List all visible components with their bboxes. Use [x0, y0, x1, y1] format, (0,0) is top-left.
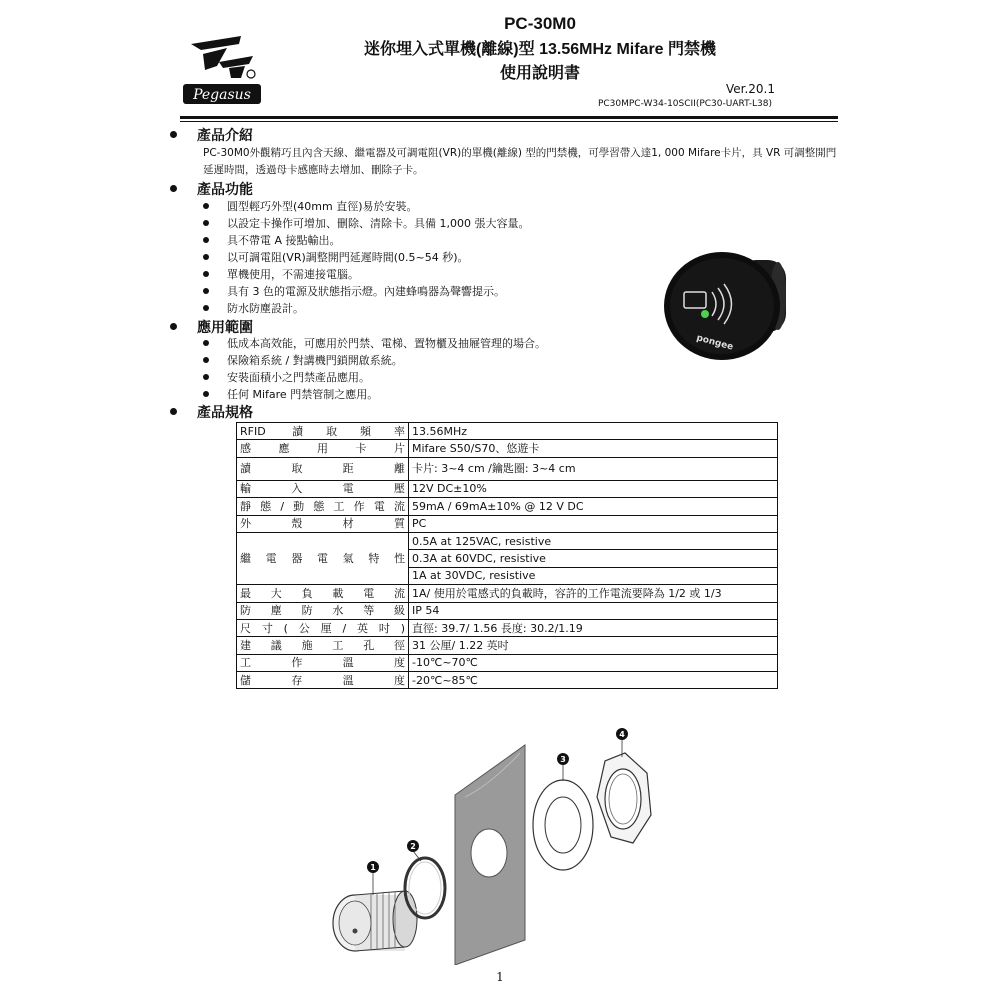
table-row: 儲存溫度 -20℃~85℃ [237, 672, 778, 689]
installation-diagram [325, 725, 670, 965]
table-row: 最大負載電流 1A/ 使用於電感式的負載時，容許的工作電流要降為 1/2 或 1/3 [237, 585, 778, 602]
spec-table [236, 422, 778, 689]
intro-heading: 產品介紹 [170, 125, 253, 145]
table-row: 0.3A at 60VDC, resistive [237, 550, 778, 567]
table-row: 靜態/動態工作電流 59mA / 69mA±10% @ 12 V DC [237, 498, 778, 515]
intro-text: PC-30M0外觀精巧且內含天線、繼電器及可調電阻(VR)的單機(離線) 型的門禁機，可學習帶入達1, 000 Mifare卡片，具 VR 可調整開門延遲時間，透過母卡感應時去增加、刪除子卡。 [203, 147, 837, 176]
product-photo [660, 248, 790, 363]
applications-heading: 應用範圍 [170, 317, 253, 337]
header-rule-thin [180, 121, 838, 122]
list-item: 防水防塵設計。 [203, 300, 529, 317]
doc-code: PC30MPC-W34-10SCII(PC30-UART-L38) [597, 99, 772, 109]
list-item: 以可調電阻(VR)調整開門延遲時間(0.5~54 秒)。 [203, 249, 529, 266]
features-heading: 產品功能 [170, 179, 253, 199]
table-row: 感應用卡片 Mifare S50/S70、悠遊卡 [237, 440, 778, 457]
header-rule [180, 116, 838, 119]
list-item: 安裝面積小之門禁產品應用。 [203, 369, 546, 386]
list-item: 圓型輕巧外型(40mm 直徑)易於安裝。 [203, 198, 529, 215]
svg-text:1: 1 [370, 863, 376, 872]
list-item: 任何 Mifare 門禁管制之應用。 [203, 386, 546, 403]
product-label: pongee [695, 333, 735, 353]
table-row: 輸入電壓 12V DC±10% [237, 480, 778, 497]
svg-text:2: 2 [410, 842, 416, 851]
specs-heading: 產品規格 [170, 402, 253, 422]
pegasus-logo [183, 26, 261, 106]
table-row: 外殼材質 PC [237, 515, 778, 532]
list-item: 保險箱系統 / 對講機門鎖開啟系統。 [203, 352, 546, 369]
list-item: 以設定卡操作可增加、刪除、清除卡。具備 1,000 張大容量。 [203, 215, 529, 232]
version: Ver.20.1 [725, 82, 775, 96]
product-title: 迷你埋入式單機(離線)型 13.56MHz Mifare 門禁機 [363, 41, 717, 58]
table-row: 繼電器電氣特性 0.5A at 125VAC, resistive [237, 532, 778, 549]
list-item: 低成本高效能，可應用於門禁、電梯、置物櫃及抽屜管理的場合。 [203, 335, 546, 352]
table-row: 防塵防水等級 IP 54 [237, 602, 778, 619]
table-row: 工作溫度 -10℃~70℃ [237, 654, 778, 671]
features-list [203, 198, 529, 317]
list-item: 具有 3 色的電源及狀態指示燈。內建蜂鳴器為聲響提示。 [203, 283, 529, 300]
table-row: RFID 讀取頻率 13.56MHz [237, 423, 778, 440]
model-title: PC-30M0 [504, 14, 576, 33]
brand-name: Pegasus [193, 87, 251, 103]
page-number: 1 [496, 970, 504, 984]
table-row: 讀取距離 卡片: 3~4 cm /鑰匙圈: 3~4 cm [237, 457, 778, 480]
list-item: 單機使用，不需連接電腦。 [203, 266, 529, 283]
manual-title: 使用說明書 [499, 65, 580, 82]
list-item: 具不帶電 A 接點輸出。 [203, 232, 529, 249]
table-row: 1A at 30VDC, resistive [237, 567, 778, 584]
applications-list [203, 335, 546, 403]
table-row: 尺寸(公厘/英吋) 直徑: 39.7/ 1.56 長度: 30.2/1.19 [237, 619, 778, 636]
svg-text:3: 3 [560, 755, 566, 764]
svg-text:4: 4 [619, 730, 625, 739]
table-row: 建議施工孔徑 31 公厘/ 1.22 英吋 [237, 637, 778, 654]
